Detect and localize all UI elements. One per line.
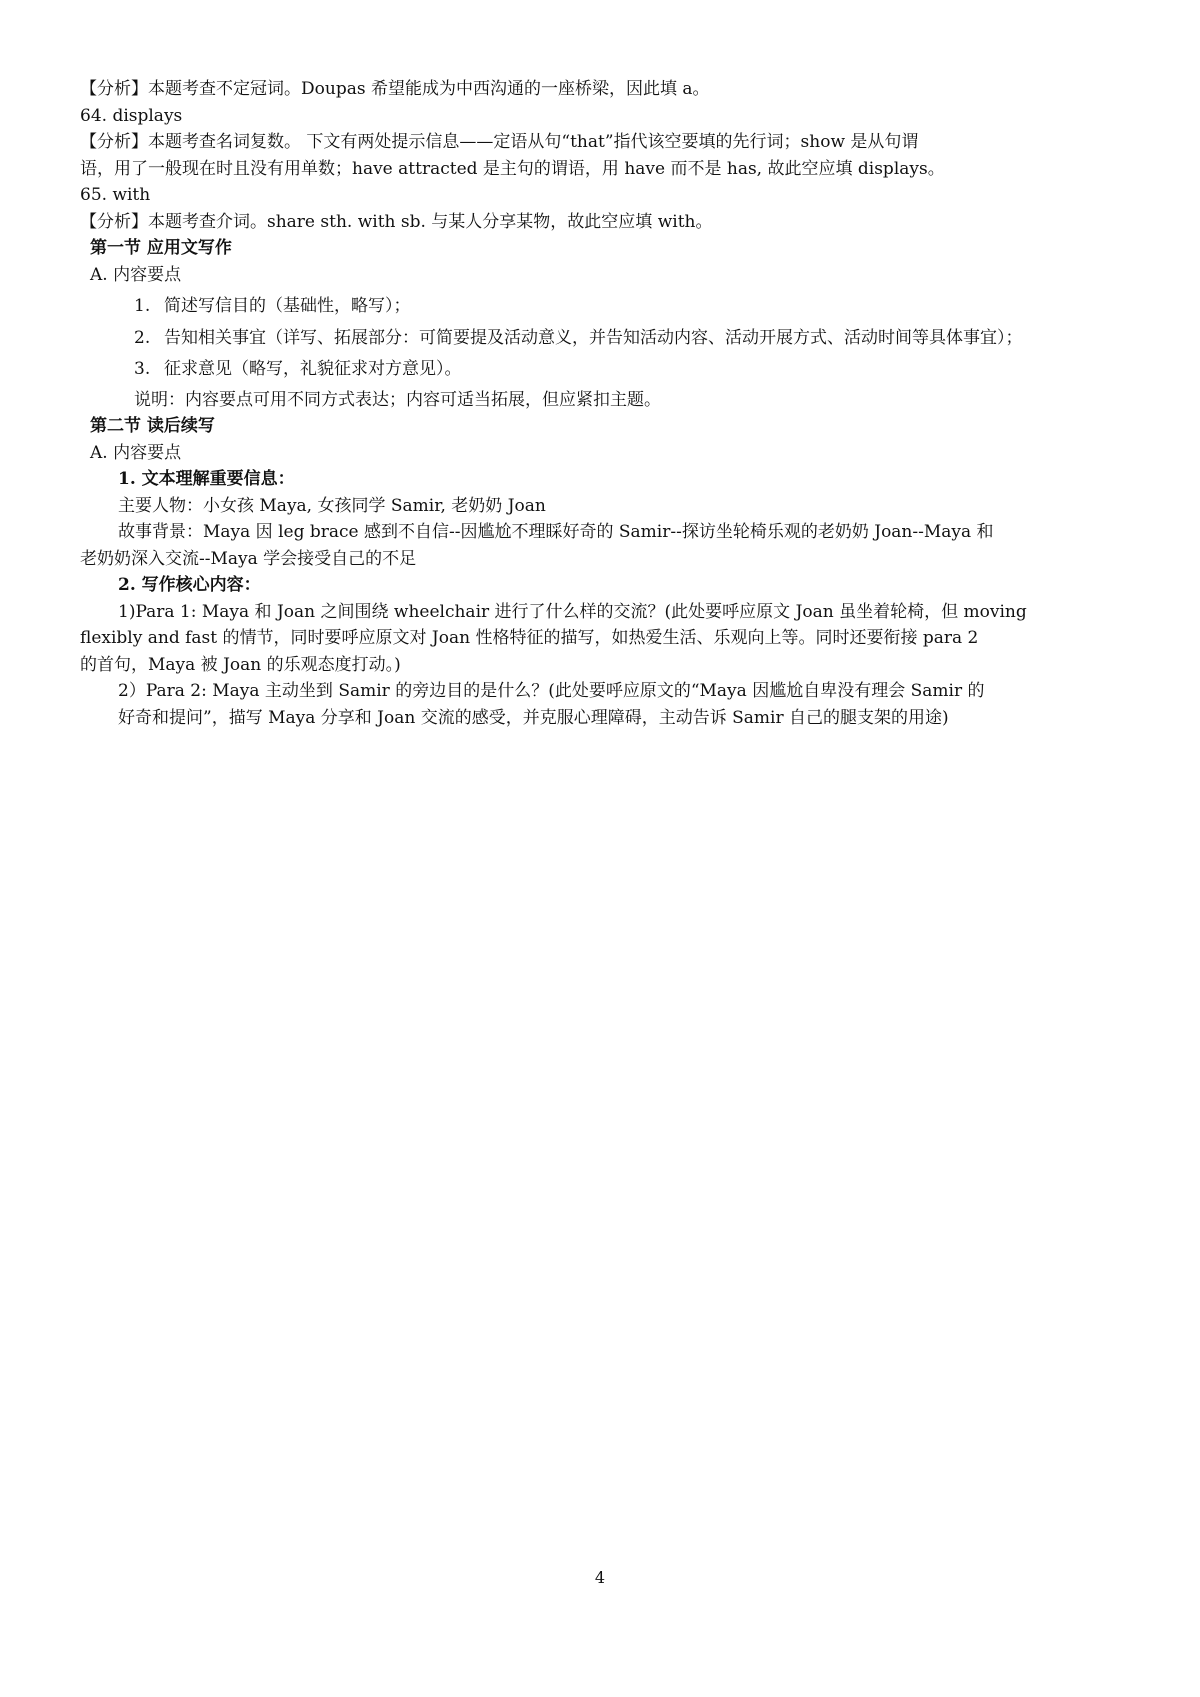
q64-analysis-line-1: 【分析】本题考查名词复数。 下文有两处提示信息——定语从句“that”指代该空要填的先行词；show 是从句谓 [80,132,919,152]
page-number: 4 [594,1568,606,1587]
item-text: 简述写信目的（基础性，略写）； [164,296,411,316]
para2-line-1: 2）Para 2: Maya 主动坐到 Samir 的旁边目的是什么？(此处要呼应原文的“Maya 因尴尬自卑没有理会 Samir 的 [118,681,985,701]
para1-line-1: 1)Para 1: Maya 和 Joan 之间围绕 wheelchair 进行了什么样的交流？(此处要呼应原文 Joan 虽坐着轮椅，但 moving [118,601,1027,622]
q64-analysis-line-2: 语，用了一般现在时且没有用单数；have attracted 是主句的谓语，用 have 而不是 has, 故此空应填 displays。 [80,158,945,179]
para2-line-2: 好奇和提问”，描写 Maya 分享和 Joan 交流的感受，并克服心理障碍，主动告诉 Samir 自己的腿支架的用途) [118,707,949,728]
q64-answer: 64. displays [80,105,183,126]
section2-heading-1: 1. 文本理解重要信息： [118,469,295,489]
document-body [80,76,1140,731]
section1-item-3 [80,356,1140,383]
characters-line: 主要人物：小女孩 Maya, 女孩同学 Samir, 老奶奶 Joan [118,495,546,516]
section2-subheading: A. 内容要点 [90,442,182,463]
item-text: 告知相关事宜（详写、拓展部分：可简要提及活动意义，并告知活动内容、活动开展方式、活动时间等具体事宜）； [164,327,1023,348]
section1-title: 第一节 应用文写作 [90,238,232,258]
item-text: 征求意见（略写，礼貌征求对方意见）。 [164,359,462,379]
q65-answer: 65. with [80,185,151,205]
para1-line-2: flexibly and fast 的情节，同时要呼应原文对 Joan 性格特征的描写，如热爱生活、乐观向上等。同时还要衔接 para 2 [80,628,979,648]
background-line-1: 故事背景：Maya 因 leg brace 感到不自信--因尴尬不理睬好奇的 Samir--探访坐轮椅乐观的老奶奶 Joan--Maya 和 [118,522,994,542]
section1-item-1 [80,293,1140,320]
q63-analysis: 【分析】本题考查不定冠词。Doupas 希望能成为中西沟通的一座桥梁，因此填 a。 [80,79,710,99]
section2-heading-2: 2. 写作核心内容： [118,575,261,595]
item-number: 1. [134,296,151,316]
q65-analysis: 【分析】本题考查介词。share sth. with sb. 与某人分享某物，故此空应填 with。 [80,211,713,232]
section1-item-2 [80,325,1140,352]
section2-title: 第二节 读后续写 [90,416,215,436]
para1-line-3: 的首句，Maya 被 Joan 的乐观态度打动。) [80,654,401,675]
item-number: 2. [134,327,151,348]
section1-note: 说明：内容要点可用不同方式表达；内容可适当拓展，但应紧扣主题。 [134,389,661,410]
item-number: 3. [134,359,151,379]
background-line-2: 老奶奶深入交流--Maya 学会接受自己的不足 [80,548,417,569]
section1-subheading: A. 内容要点 [90,264,182,285]
